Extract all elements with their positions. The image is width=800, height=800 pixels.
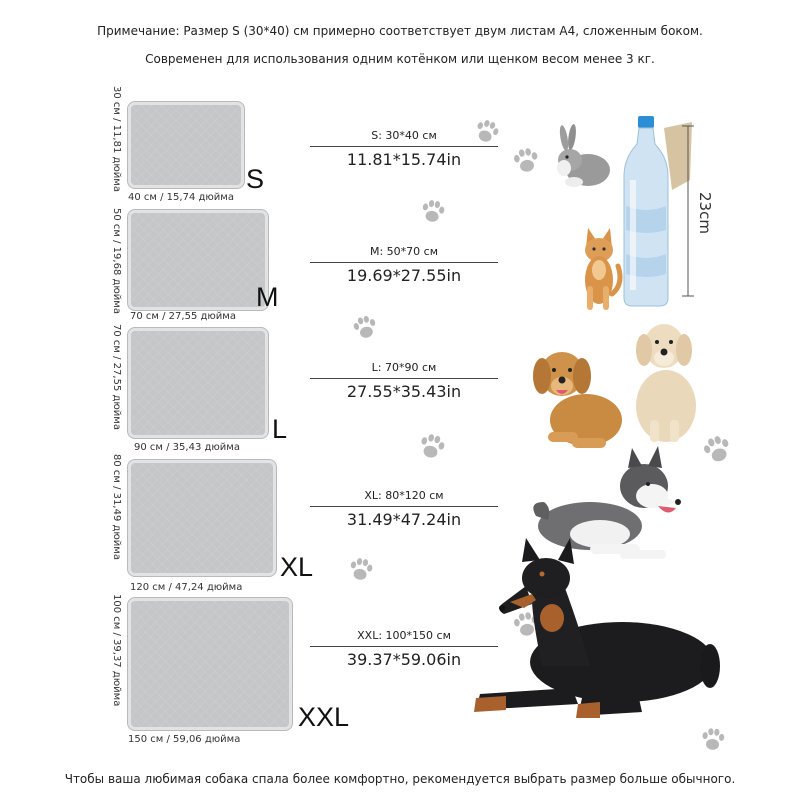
bottle-height-bracket — [680, 122, 696, 300]
rabbit-illustration — [552, 124, 614, 190]
paw-print-icon — [474, 118, 500, 144]
paw-print-icon — [512, 146, 540, 174]
note-kitten-puppy: Современен для использования одним котёнком или щенком весом менее 3 кг. — [145, 52, 655, 66]
spec-inch-m: 19.69*27.55in — [346, 266, 462, 285]
paw-print-icon — [700, 726, 726, 752]
size-letter-l: L — [272, 414, 288, 444]
height-label-m: 50 см / 19,68 дюйма — [111, 208, 122, 314]
width-label-xl: 120 см / 47,24 дюйма — [130, 582, 243, 593]
height-label-l: 70 см / 27,55 дюйма — [111, 324, 122, 430]
pad-s — [128, 102, 244, 188]
size-letter-xl: XL — [280, 552, 314, 582]
spec-inch-xl: 31.49*47.24in — [346, 510, 462, 529]
width-label-xxl: 150 см / 59,06 дюйма — [128, 734, 241, 745]
spec-inch-l: 27.55*35.43in — [346, 382, 462, 401]
height-label-xl: 80 см / 31,49 дюйма — [111, 454, 122, 560]
width-label-l: 90 см / 35,43 дюйма — [134, 442, 240, 453]
retriever-illustration — [528, 334, 624, 454]
spec-divider — [310, 378, 498, 379]
size-letter-s: S — [246, 164, 265, 194]
height-label-s: 30 см / 11,81 дюйма — [111, 86, 122, 192]
spec-s — [310, 128, 498, 169]
width-label-m: 70 см / 27,55 дюйма — [130, 311, 236, 322]
doberman-illustration — [462, 538, 724, 728]
height-label-xxl: 100 см / 39,37 дюйма — [111, 594, 122, 707]
spec-inch-s: 11.81*15.74in — [346, 150, 462, 169]
spec-inch-xxl: 39.37*59.06in — [346, 650, 462, 669]
retriever-illustration — [624, 314, 706, 444]
pad-xl — [128, 460, 276, 576]
cat-illustration — [572, 214, 624, 312]
paw-print-icon — [352, 314, 378, 340]
spec-xl — [310, 488, 498, 529]
spec-cm-xl: XL: 80*120 см — [364, 489, 444, 502]
paw-print-icon — [702, 434, 732, 464]
spec-divider — [310, 506, 498, 507]
spec-divider — [310, 146, 498, 147]
paw-print-icon — [420, 198, 446, 224]
bottle-height-label: 23cm — [696, 192, 714, 234]
spec-divider — [310, 262, 498, 263]
spec-cm-m: M: 50*70 см — [369, 245, 439, 258]
spec-cm-l: L: 70*90 см — [371, 361, 437, 374]
width-label-s: 40 см / 15,74 дюйма — [128, 192, 234, 203]
pad-l — [128, 328, 268, 438]
spec-cm-xxl: XXL: 100*150 см — [357, 629, 451, 642]
pad-xxl — [128, 598, 292, 730]
spec-l — [310, 360, 498, 401]
footer-recommendation: Чтобы ваша любимая собака спала более комфортно, рекомендуется выбрать размер больше обычного. — [64, 772, 736, 786]
spec-cm-s: S: 30*40 см — [371, 129, 437, 142]
size-letter-m: M — [256, 282, 279, 312]
spec-m — [310, 244, 498, 285]
note-a4-comparison: Примечание: Размер S (30*40) см примерно соответствует двум листам А4, сложенным боком. — [97, 24, 703, 38]
paw-print-icon — [348, 556, 374, 582]
size-letter-xxl: XXL — [298, 702, 350, 732]
paw-print-icon — [418, 432, 446, 460]
pad-m — [128, 210, 268, 310]
